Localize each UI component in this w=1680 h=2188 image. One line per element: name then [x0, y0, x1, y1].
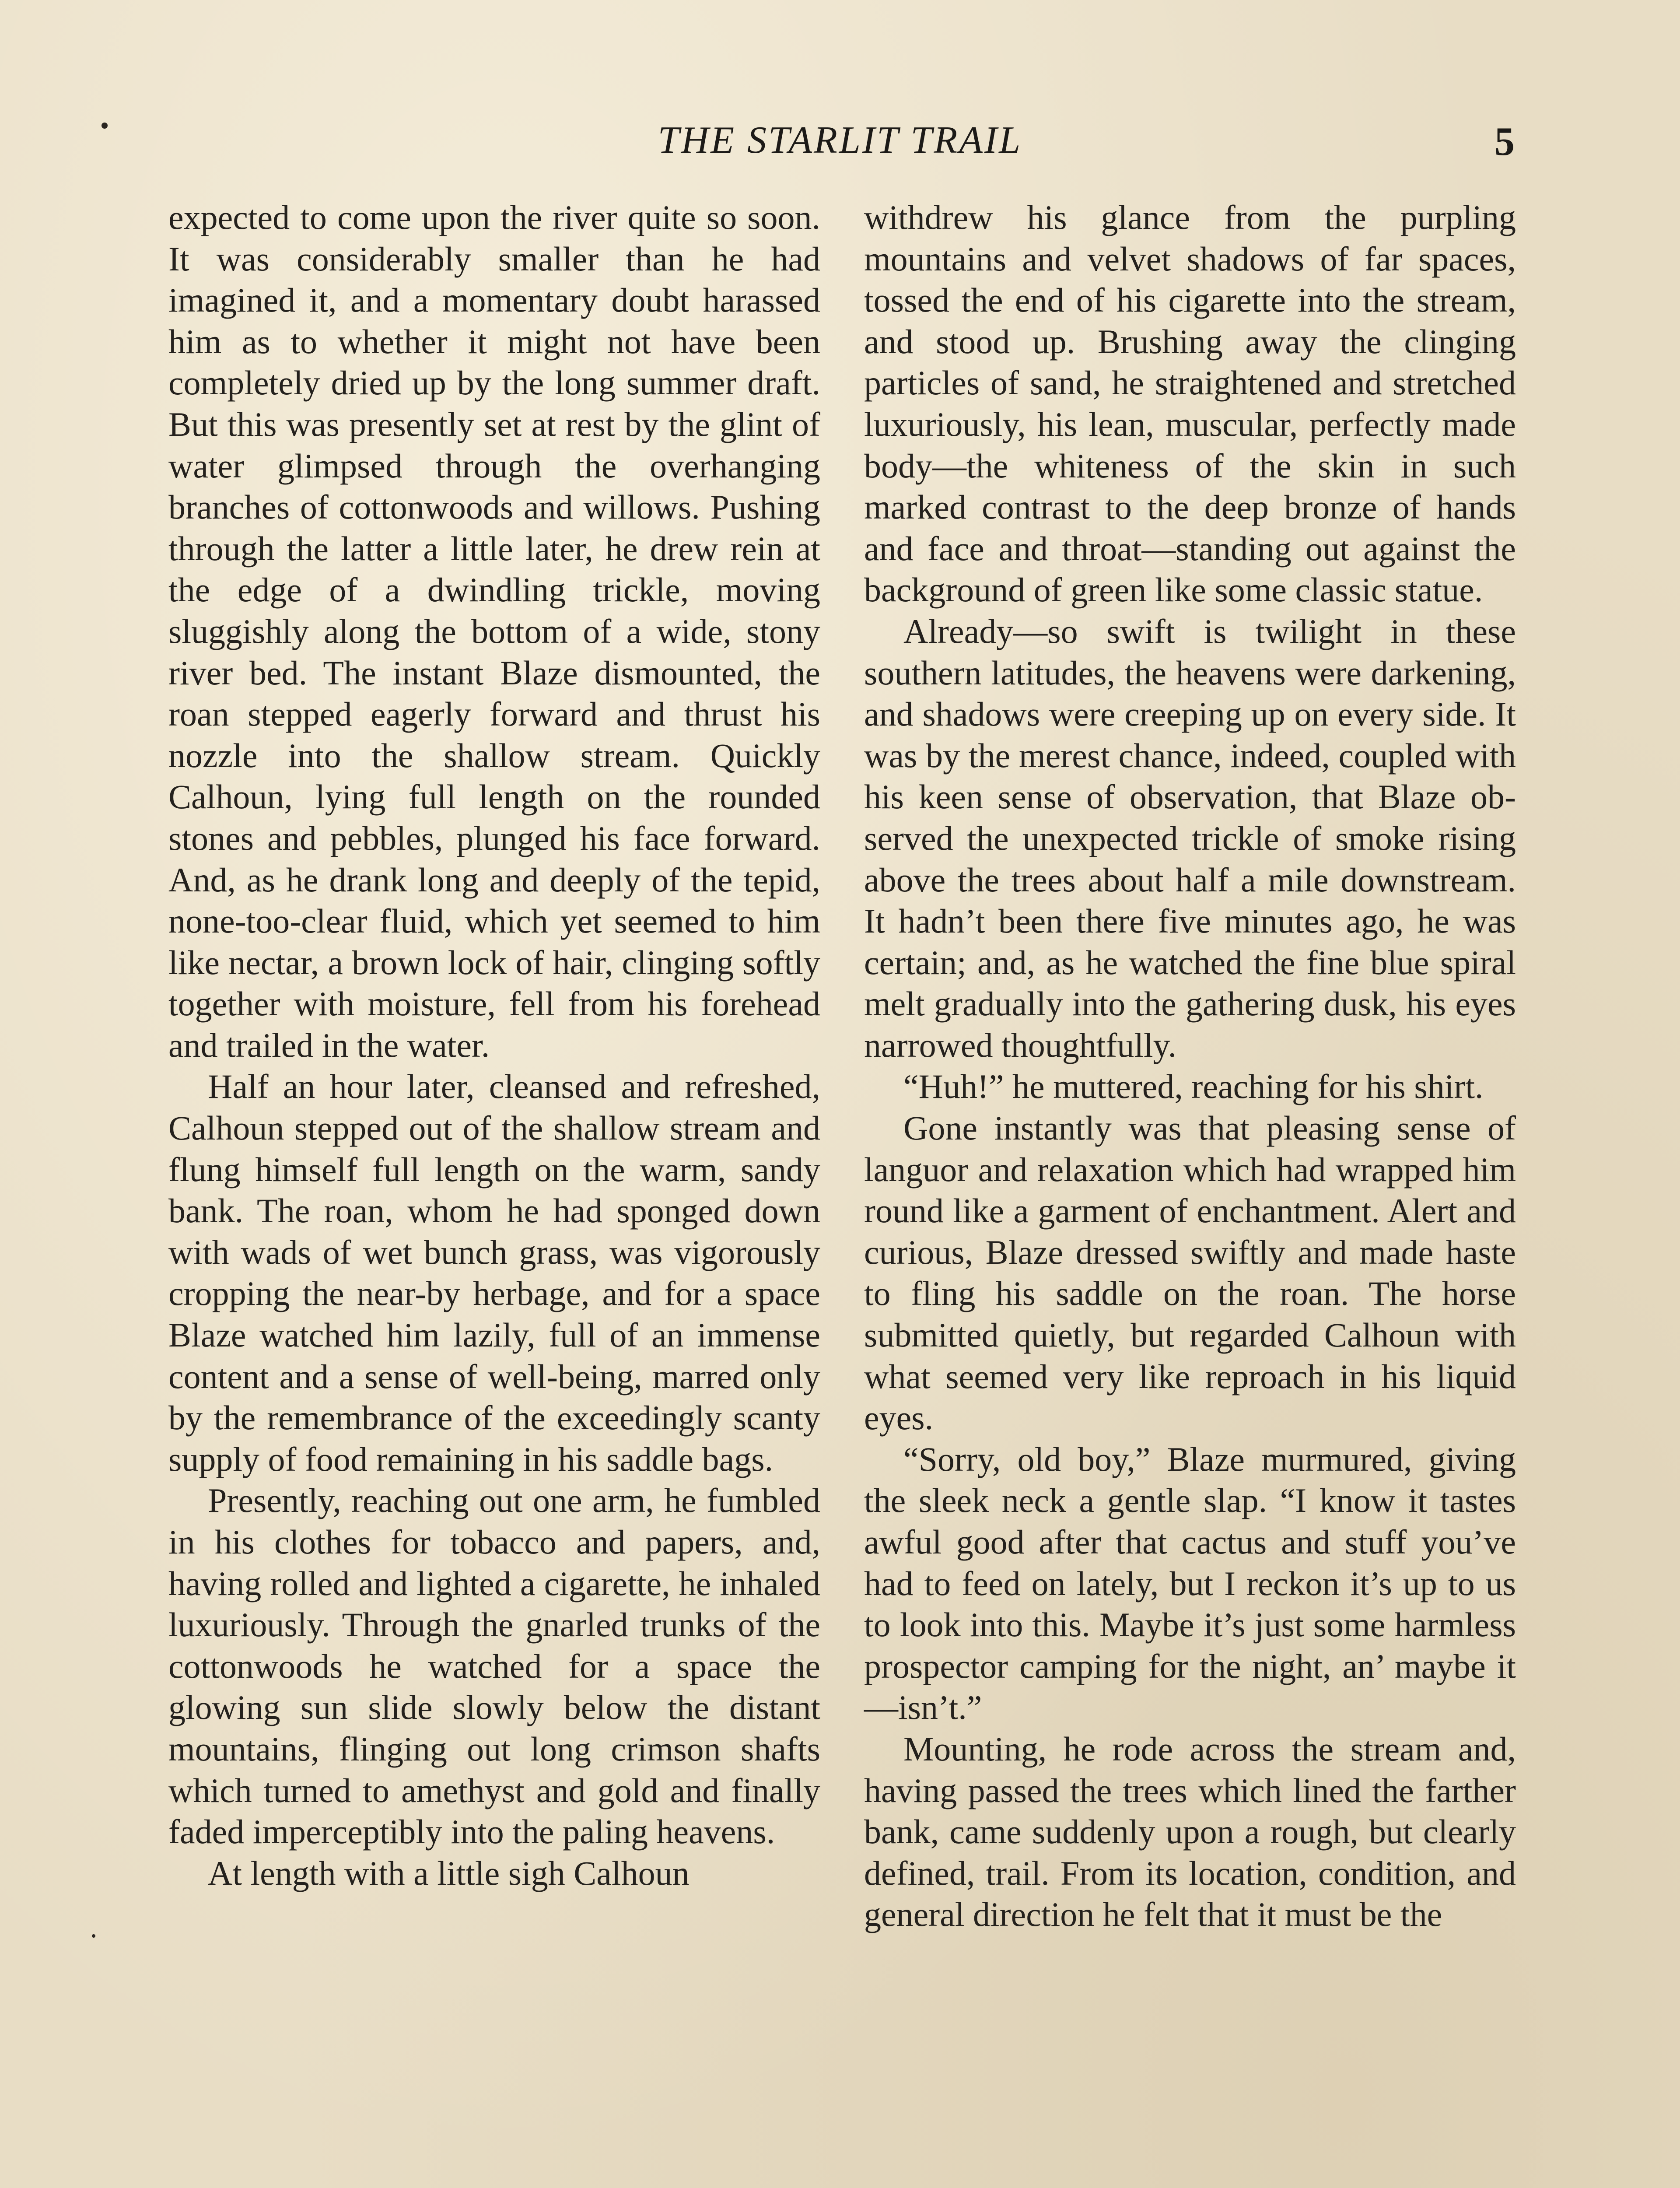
page-header [0, 118, 1680, 171]
paragraph: “Sorry, old boy,” Blaze murmured, giving the sleek neck a gentle slap. “I know it tastes awful good after that cactus and stuff you’ve had to feed on lately, but I reckon it’s up to us to look into this. Maybe it’s just some harmless prospector camping for the night, an’ maybe it—isn’t.” [864, 1440, 1516, 1727]
paragraph: withdrew his glance from the purpling mountains and velvet shadows of far spaces, tossed the end of his cigarette into the stream, and stood up. Brushing away the clinging particles of sand, he straightened and stretched luxuriously, his lean, muscular, perfectly made body—the whiteness of the skin in such marked contrast to the deep bronze of hands and face and throat—standing out against the background of green like some classic statue. [864, 198, 1516, 609]
paragraph: At length with a little sigh Calhoun [208, 1854, 690, 1892]
left-column [168, 197, 820, 1894]
paragraph: Already—so swift is twilight in these southern latitudes, the heavens were darkening, and shadows were creeping up on every side. It was by the merest chance, indeed, coupled with his keen sense of observation, that Blaze observed the unexpected trickle of smoke rising above the trees about half a mile downstream. It hadn’t been there five minutes ago, he was certain; and, as he watched the fine blue spiral melt gradually into the gathering dusk, his eyes narrowed thoughtfully. [864, 612, 1516, 1064]
paragraph: Half an hour later, cleansed and refreshed, Calhoun stepped out of the shallow stream and flung himself full length on the warm, sandy bank. The roan, whom he had sponged down with wads of wet bunch grass, was vigorously cropping the near-by herbage, and for a space Blaze watched him lazily, full of an immense content and a sense of well-being, marred only by the remembrance of the exceedingly scanty supply of food remaining in his saddle bags. [168, 1067, 820, 1478]
running-title: THE STARLIT TRAIL [658, 119, 1022, 161]
paragraph: Mounting, he rode across the stream and, having passed the trees which lined the farther bank, came suddenly upon a rough, but clearly defined, trail. From its location, condition, and general direction he felt that it must be the [864, 1729, 1516, 1934]
paragraph: expected to come upon the river quite so soon. It was considerably smaller than he had imagined it, and a momentary doubt harassed him as to whether it might not have been completely dried up by the long summer draft. But this was presently set at rest by the glint of water glimpsed through the overhanging branches of cottonwoods and willows. Pushing through the latter a little later, he drew rein at the edge of a dwindling trickle, moving sluggishly along the bottom of a wide, stony river bed. The instant Blaze dismounted, the roan stepped eagerly forward and thrust his nozzle into the shallow stream. Quickly Calhoun, lying full length on the rounded stones and pebbles, plunged his face forward. And, as he drank long and deeply of the tepid, none-too-clear fluid, which yet seemed to him like nectar, a brown lock of hair, clinging softly together with moisture, fell from his forehead and trailed in the water. [168, 198, 820, 1064]
paragraph: Presently, reaching out one arm, he fumbled in his clothes for tobacco and papers, and, having rolled and lighted a cigarette, he inhaled luxuriously. Through the gnarled trunks of the cottonwoods he watched for a space the glowing sun slide slowly below the distant mountains, flinging out long crimson shafts which turned to amethyst and gold and finally faded imperceptibly into the paling heavens. [168, 1481, 820, 1851]
paragraph: Gone instantly was that pleasing sense of languor and relaxation which had wrapped him round like a garment of enchantment. Alert and curious, Blaze dressed swiftly and made haste to fling his saddle on the roan. The horse submitted quietly, but regarded Calhoun with what seemed very like reproach in his liquid eyes. [864, 1109, 1516, 1437]
right-column [864, 197, 1516, 1936]
paragraph: “Huh!” he muttered, reaching for his shirt. [903, 1067, 1484, 1106]
page-number: 5 [1494, 119, 1515, 164]
ink-speck [92, 1934, 95, 1938]
